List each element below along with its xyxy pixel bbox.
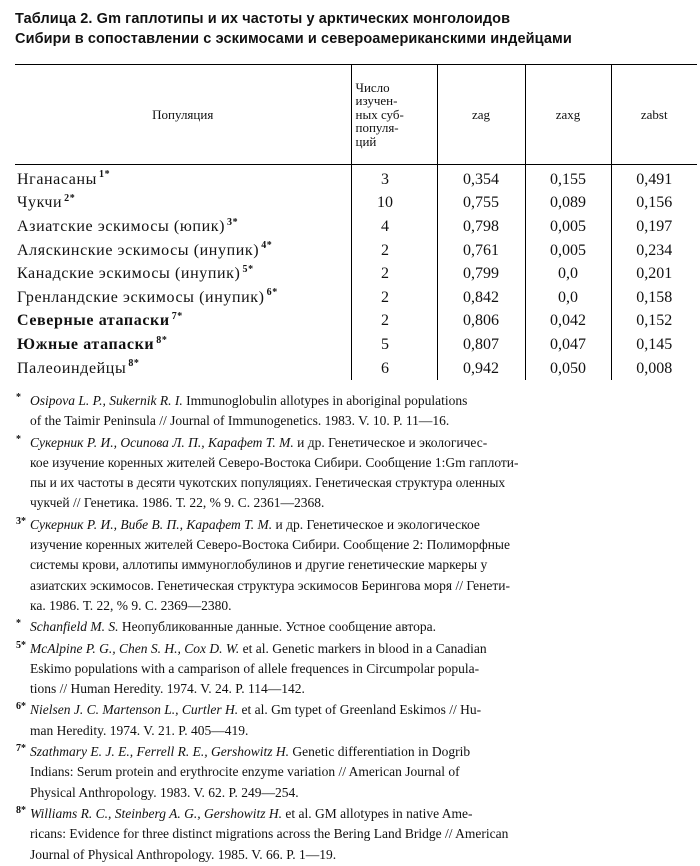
- table-row: [15, 215, 697, 239]
- footnote: [18, 700, 690, 741]
- footnote-mark: 5*: [16, 639, 26, 651]
- footnote-line: [30, 473, 690, 493]
- footnote-line: [30, 535, 690, 555]
- footnote-mark: 3*: [227, 216, 239, 228]
- footnote-text: пы и их частоты в десяти чукотских популяциях. Генетическая структура оленных: [30, 475, 506, 491]
- footnote-text: кое изучение коренных жителей Северо-Востока Сибири. Сообщение 1:Gm гаплоти-: [30, 454, 519, 470]
- zabst-value: 0,145: [611, 333, 697, 357]
- zag-value: 0,842: [437, 286, 525, 310]
- zag-value: 0,761: [437, 239, 525, 263]
- table-row: [15, 165, 697, 192]
- table-row: [15, 286, 697, 310]
- zabst-value: 0,008: [611, 357, 697, 381]
- header-zag: zag: [437, 65, 525, 165]
- footnote-text: man Heredity. 1974. V. 21. P. 405—419.: [30, 722, 249, 738]
- footnote-text: изучение коренных жителей Северо-Востока Сибири. Сообщение 2: Полиморфные: [30, 537, 510, 553]
- footnote-mark: *: [16, 433, 21, 445]
- header-count-line: Число: [355, 79, 390, 95]
- footnote-text: Journal of Physical Anthropology. 1985. V. 66. P. 1—19.: [30, 846, 337, 862]
- footnote-text: ricans: Evidence for three distinct migrations across the Bering Land Bridge // American: [30, 826, 509, 842]
- footnote-line: [30, 433, 690, 453]
- footnote-mark: 5*: [242, 263, 254, 275]
- zaxg-value: 0,0: [525, 286, 611, 310]
- population-name: [15, 165, 351, 192]
- header-count-line: ных суб-: [355, 106, 404, 122]
- zag-value: 0,799: [437, 262, 525, 286]
- subpopulation-count: 3: [351, 165, 437, 192]
- footnote-line: [30, 515, 690, 535]
- population-label: Аляскинские эскимосы (инупик): [17, 241, 260, 259]
- footnote: [18, 433, 690, 514]
- header-zabst: zabst: [611, 65, 697, 165]
- table-row: [15, 192, 697, 216]
- population-label: Гренландские эскимосы (инупик): [17, 288, 265, 306]
- zaxg-value: 0,050: [525, 357, 611, 381]
- footnote-authors: Osipova L. P., Sukernik R. I.: [30, 393, 183, 408]
- footnote-text: чукчей // Генетика. 1986. Т. 22, % 9. С. 2361—2368.: [30, 495, 325, 511]
- footnote-line: [30, 845, 690, 865]
- footnote-text: азиатских эскимосов. Генетическая структура эскимосов Берингова моря // Генети-: [30, 577, 510, 593]
- footnote-line: [30, 824, 690, 844]
- zabst-value: 0,491: [611, 165, 697, 192]
- table-caption: [15, 9, 695, 49]
- footnote: [18, 617, 690, 637]
- footnote-line: [30, 721, 690, 741]
- footnote-line: [30, 576, 690, 596]
- subpopulation-count: 2: [351, 262, 437, 286]
- footnote-mark: 1*: [99, 169, 111, 181]
- subpopulation-count: 5: [351, 333, 437, 357]
- zabst-value: 0,197: [611, 215, 697, 239]
- footnote-authors: Williams R. C., Steinberg A. G., Gershowitz H.: [30, 805, 283, 821]
- population-name: [15, 262, 351, 286]
- footnote-line: [30, 679, 690, 699]
- footnote: [18, 515, 690, 616]
- footnote-line: [30, 493, 690, 513]
- footnote-authors: Сукерник Р. И., Вибе В. П., Карафет Т. М.: [30, 516, 273, 532]
- footnote-line: [30, 453, 690, 473]
- zag-value: 0,798: [437, 215, 525, 239]
- zabst-value: 0,234: [611, 239, 697, 263]
- footnote-mark: 7*: [16, 743, 26, 755]
- zaxg-value: 0,042: [525, 310, 611, 334]
- header-subpopulation-count: [351, 65, 437, 165]
- subpopulation-count: 2: [351, 239, 437, 263]
- population-label: Нганасаны: [17, 170, 97, 188]
- population-name: [15, 192, 351, 216]
- footnote-text: tions // Human Heredity. 1974. V. 24. P. 114—142.: [30, 681, 305, 697]
- footnote-text: Неопубликованные данные. Устное сообщение автора.: [118, 619, 436, 635]
- footnote-line: [30, 700, 690, 720]
- footnote-mark: 6*: [266, 287, 278, 299]
- subpopulation-count: 4: [351, 215, 437, 239]
- zag-value: 0,806: [437, 310, 525, 334]
- population-name: [15, 310, 351, 334]
- population-label: Азиатские эскимосы (юпик): [17, 217, 226, 235]
- zag-value: 0,354: [437, 165, 525, 192]
- table-header-row: [15, 65, 697, 165]
- footnote-text: Immunoglobulin allotypes in aboriginal populations: [182, 393, 468, 408]
- footnote: [18, 639, 690, 700]
- footnote-line: [30, 555, 690, 575]
- zabst-value: 0,201: [611, 262, 697, 286]
- population-name: [15, 357, 351, 381]
- footnote: [18, 742, 690, 803]
- gm-haplotype-table: [15, 64, 697, 380]
- footnote-authors: Szathmary E. J. E., Ferrell R. E., Gershowitz H.: [30, 744, 289, 760]
- caption-line-2: Сибири в сопоставлении с эскимосами и североамериканскими индейцами: [15, 31, 572, 47]
- footnote-text: и др. Генетическое и экологичес-: [293, 434, 488, 450]
- footnote-authors: Сукерник Р. И., Осипова Л. П., Карафет Т. М.: [30, 434, 294, 450]
- population-name: [15, 333, 351, 357]
- footnotes: [18, 391, 690, 866]
- zag-value: 0,807: [437, 333, 525, 357]
- zabst-value: 0,158: [611, 286, 697, 310]
- footnote-authors: Schanfield M. S.: [30, 619, 119, 635]
- table-row: [15, 357, 697, 381]
- footnote-line: [30, 742, 690, 762]
- footnote-line: [30, 411, 690, 431]
- footnote-mark: 8*: [128, 358, 140, 370]
- footnote-mark: 3*: [16, 515, 26, 527]
- footnote: [18, 804, 690, 865]
- population-name: [15, 286, 351, 310]
- footnote-line: [30, 617, 690, 637]
- footnote-text: Physical Anthropology. 1983. V. 62. P. 249—254.: [30, 784, 299, 800]
- footnote-line: [30, 596, 690, 616]
- footnote-mark: 7*: [171, 311, 183, 323]
- footnote-text: Indians: Serum protein and erythrocite enzyme variation // American Journal of: [30, 764, 460, 780]
- header-population: Популяция: [15, 65, 351, 165]
- zaxg-value: 0,089: [525, 192, 611, 216]
- footnote-mark: *: [16, 618, 21, 630]
- table-row: [15, 310, 697, 334]
- table-row: [15, 333, 697, 357]
- zaxg-value: 0,005: [525, 215, 611, 239]
- footnote-text: и др. Генетическое и экологическое: [272, 516, 480, 532]
- header-count-line: изучен-: [355, 93, 398, 109]
- zaxg-value: 0,0: [525, 262, 611, 286]
- header-count-line: ций: [355, 133, 377, 149]
- zag-value: 0,942: [437, 357, 525, 381]
- footnote-mark: 8*: [16, 804, 26, 816]
- subpopulation-count: 2: [351, 286, 437, 310]
- footnote-line: [30, 783, 690, 803]
- header-zaxg: zaxg: [525, 65, 611, 165]
- footnote-line: [30, 762, 690, 782]
- footnote-mark: 2*: [64, 193, 76, 205]
- footnote-authors: McAlpine P. G., Chen S. H., Cox D. W.: [30, 640, 240, 656]
- footnote-text: Eskimo populations with a camparison of allele frequences in Circumpolar popula-: [30, 660, 480, 676]
- subpopulation-count: 6: [351, 357, 437, 381]
- caption-line-1: Таблица 2. Gm гаплотипы и их частоты у арктических монголоидов: [15, 11, 511, 27]
- footnote-line: [30, 391, 690, 411]
- footnote-mark: 6*: [16, 701, 26, 713]
- header-count-line: популя-: [355, 120, 399, 136]
- zag-value: 0,755: [437, 192, 525, 216]
- population-label: Чукчи: [17, 194, 63, 212]
- footnote-authors: Nielsen J. C. Martenson L., Curtler H.: [30, 702, 239, 718]
- population-name: [15, 215, 351, 239]
- population-label: Палеоиндейцы: [17, 359, 127, 377]
- footnote-mark: 4*: [261, 240, 273, 252]
- footnote: [18, 391, 690, 432]
- footnote-text: системы крови, аллотипы иммуноглобулинов и другие генетические маркеры у: [30, 557, 488, 573]
- footnote-mark: *: [16, 392, 21, 403]
- population-label: Северные атапаски: [17, 312, 170, 330]
- zabst-value: 0,152: [611, 310, 697, 334]
- population-label: Южные атапаски: [17, 335, 155, 353]
- footnote-text: et al. Gm typet of Greenland Eskimos // Hu-: [238, 702, 482, 718]
- subpopulation-count: 10: [351, 192, 437, 216]
- footnote-text: Genetic differentiation in Dogrib: [288, 744, 471, 760]
- footnote-text: ка. 1986. Т. 22, % 9. С. 2369—2380.: [30, 597, 232, 613]
- subpopulation-count: 2: [351, 310, 437, 334]
- zaxg-value: 0,155: [525, 165, 611, 192]
- zabst-value: 0,156: [611, 192, 697, 216]
- footnote-text: of the Taimir Peninsula // Journal of Immunogenetics. 1983. V. 10. P. 11—16.: [30, 413, 450, 429]
- table-row: [15, 262, 697, 286]
- population-name: [15, 239, 351, 263]
- footnote-text: et al. GM allotypes in native Ame-: [282, 805, 473, 821]
- footnote-line: [30, 639, 690, 659]
- footnote-text: et al. Genetic markers in blood in a Canadian: [239, 640, 487, 656]
- table-row: [15, 239, 697, 263]
- zaxg-value: 0,047: [525, 333, 611, 357]
- footnote-line: [30, 804, 690, 824]
- zaxg-value: 0,005: [525, 239, 611, 263]
- footnote-mark: 8*: [156, 334, 168, 346]
- footnote-line: [30, 659, 690, 679]
- population-label: Канадские эскимосы (инупик): [17, 265, 241, 283]
